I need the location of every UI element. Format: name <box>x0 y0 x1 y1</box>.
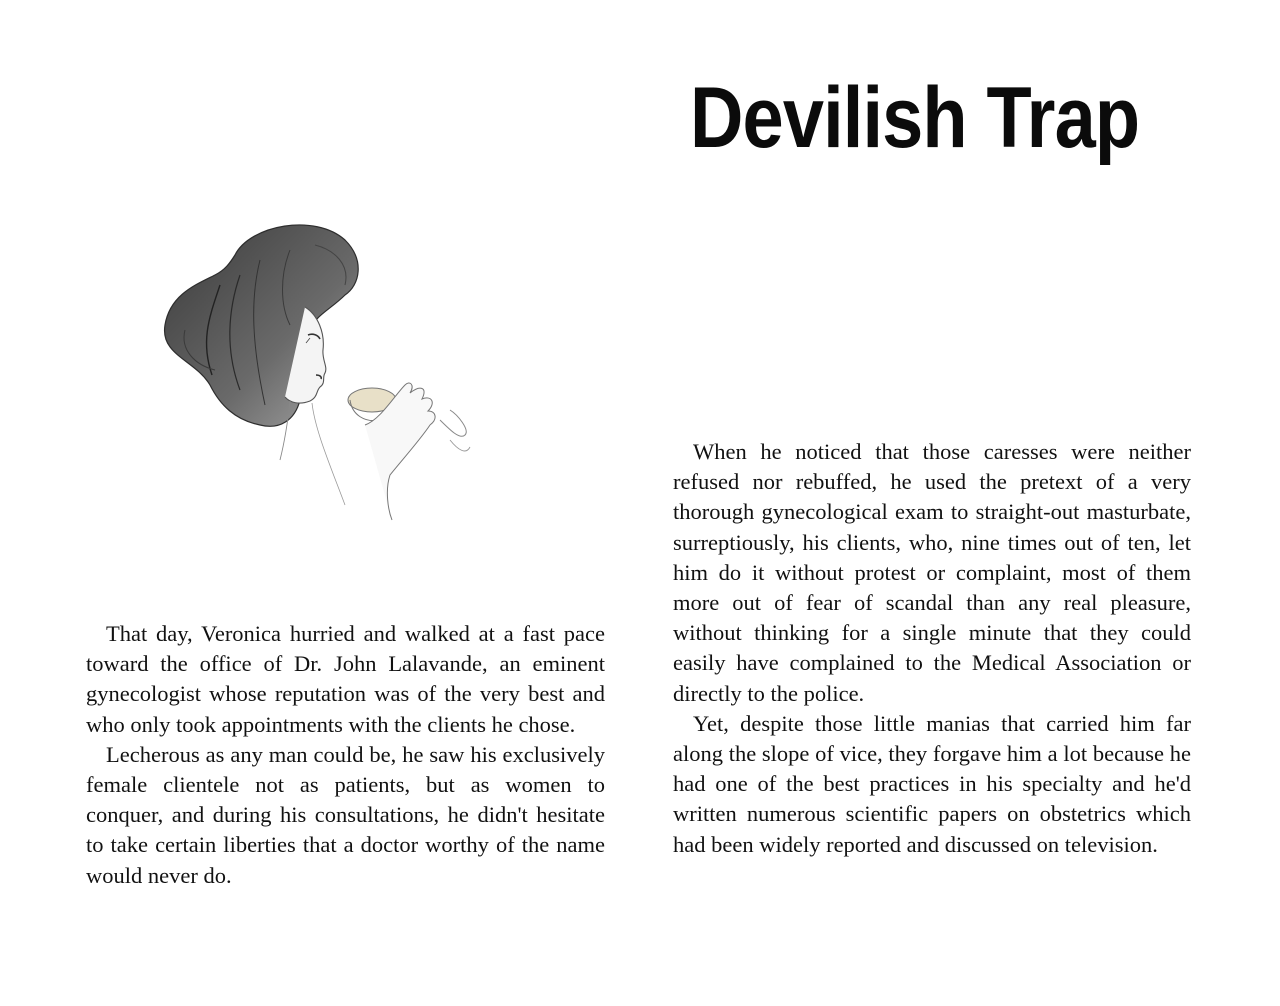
woman-illustration <box>140 215 490 525</box>
woman-sketch-icon <box>140 215 490 525</box>
left-text-column <box>86 619 605 891</box>
right-text-column <box>673 437 1191 860</box>
paragraph: When he noticed that those caresses were neither refused nor rebuffed, he used the pretext of a very thorough gynecological exam to straight-out masturbate, surreptiously, his clients, who, nine times out of ten, let him do it without protest or complaint, most of them more out of fear of scandal than any real pleasure, without thinking for a single minute that they could easily have complained to the Medical Association or directly to the police. <box>673 439 1191 706</box>
paragraph: Yet, despite those little manias that carried him far along the slope of vice, they forgave him a lot because he had one of the best practices in his specialty and he'd written numerous scientific papers on obstetrics which had been widely reported and discussed on television. <box>673 710 1191 857</box>
paragraph: That day, Veronica hurried and walked at a fast pace toward the office of Dr. John Lalavande, an eminent gynecologist whose reputation was of the very best and who only took appointments with the clients he chose. <box>86 621 605 737</box>
page-title: Devilish Trap <box>690 70 1140 166</box>
paragraph: Lecherous as any man could be, he saw his exclusively female clientele not as patients, but as women to conquer, and during his consultations, he didn't hesitate to take certain liberties that a doctor worthy of the name would never do. <box>86 741 605 888</box>
